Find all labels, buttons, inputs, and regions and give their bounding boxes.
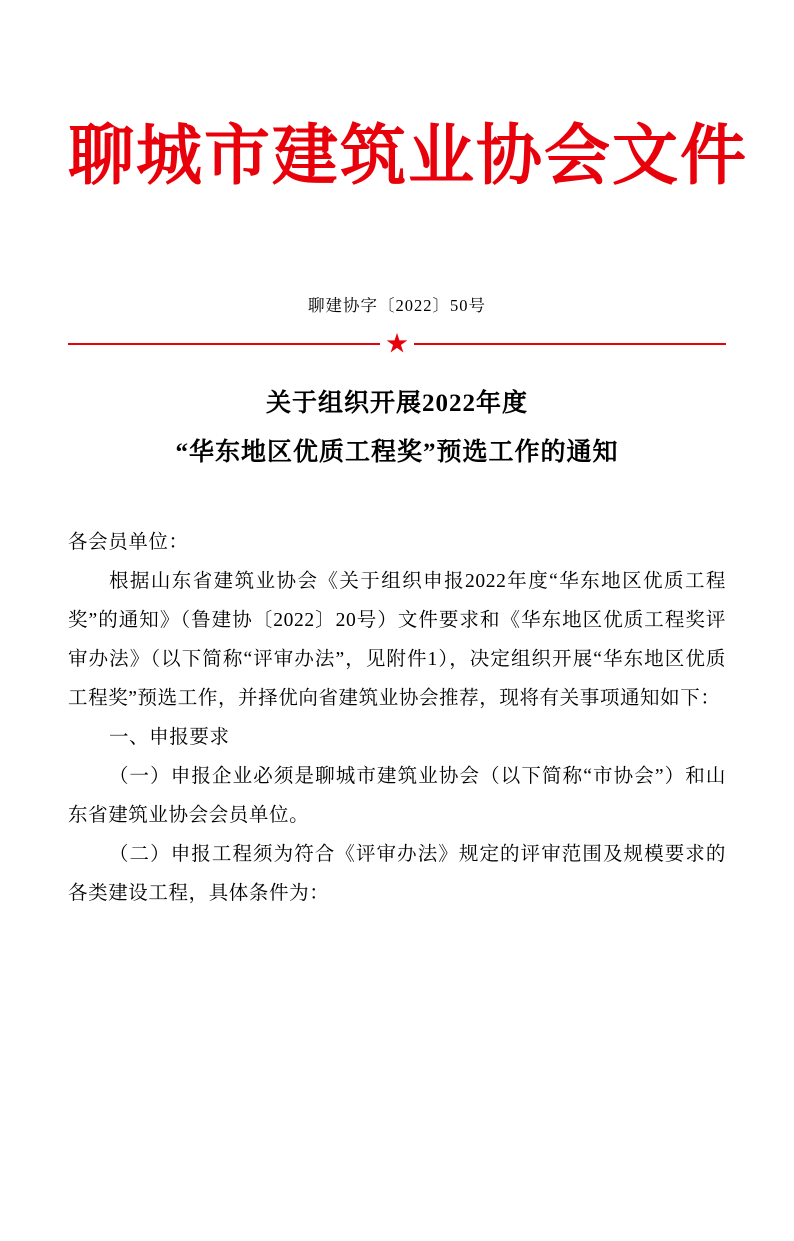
document-number: 聊建协字〔2022〕50号 bbox=[308, 295, 486, 315]
masthead-title: 聊城市建筑业协会文件 bbox=[68, 120, 748, 193]
red-separator bbox=[68, 330, 726, 356]
document-title bbox=[68, 380, 726, 478]
document-page bbox=[0, 118, 794, 1241]
star-icon: ★ bbox=[380, 334, 414, 354]
body-paragraph-4: （二）申报工程须为符合《评审办法》规定的评审范围及规模要求的各类建设工程，具体条件为： bbox=[68, 844, 726, 905]
document-body bbox=[68, 523, 726, 913]
body-paragraph-1: 根据山东省建筑业协会《关于组织申报2022年度“华东地区优质工程奖”的通知》（鲁建协〔2022〕20号）文件要求和《华东地区优质工程奖评审办法》（以下简称“评审办法”，见附件1），决定组织开展“华东地区优质工程奖”预选工作，并择优向省建筑业协会推荐，现将有关事项通知如下： bbox=[68, 571, 726, 710]
body-paragraph-3: （一）申报企业必须是聊城市建筑业协会（以下简称“市协会”）和山东省建筑业协会会员单位。 bbox=[68, 766, 726, 827]
body-paragraph-2: 一、申报要求 bbox=[108, 727, 230, 749]
title-line-2: “华东地区优质工程奖”预选工作的通知 bbox=[175, 438, 619, 466]
title-line-1: 关于组织开展2022年度 bbox=[265, 389, 528, 417]
salutation: 各会员单位： bbox=[68, 532, 189, 554]
